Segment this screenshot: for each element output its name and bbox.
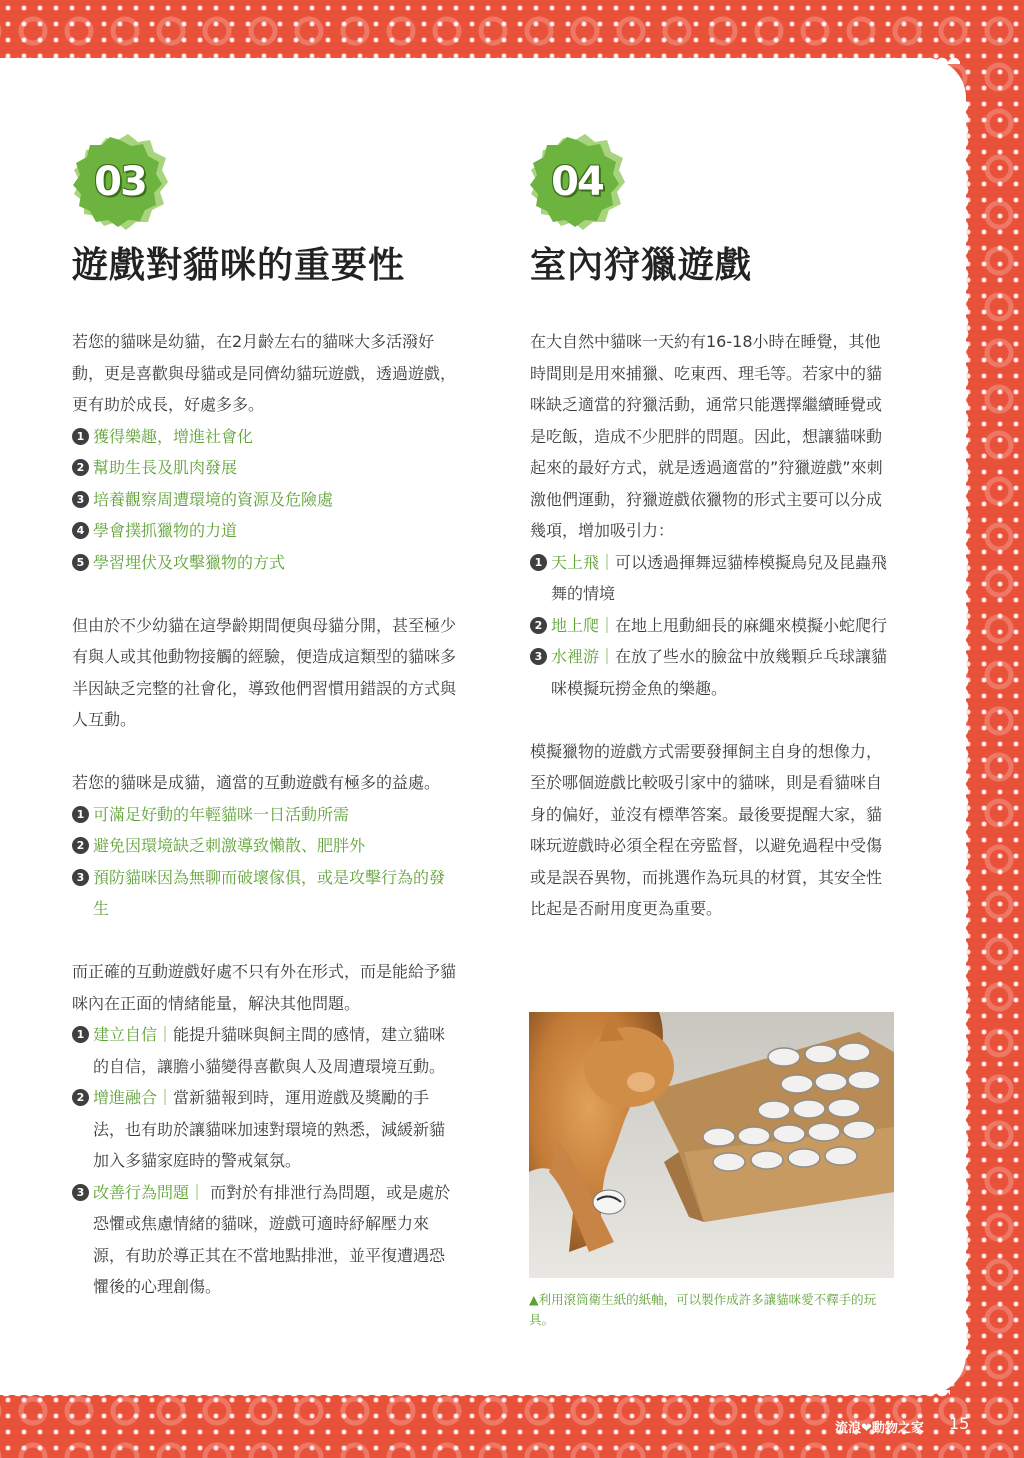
game-text: 在地上甩動細長的麻繩來模擬小蛇爬行 [615, 615, 888, 635]
point-label: 建立自信 [93, 1025, 158, 1044]
list-item [72, 515, 458, 547]
section-title-left: 遊戲對貓咪的重要性 [72, 245, 406, 286]
list-item [72, 421, 458, 453]
photo-caption: ▲利用滾筒衛生紙的紙軸，可以製作成許多讓貓咪愛不釋手的玩具。 [529, 1292, 877, 1327]
number-badge: 1 [72, 1026, 89, 1043]
number-badge: 5 [72, 554, 89, 571]
magazine-brand [835, 1417, 924, 1436]
point-separator: ｜ [189, 1182, 206, 1202]
list-item [530, 610, 894, 642]
number-badge: 3 [72, 869, 89, 886]
list-item-text: 學會撲抓獵物的力道 [93, 521, 238, 540]
left-column [72, 326, 458, 1303]
number-badge: 3 [72, 491, 89, 508]
number-badge: 4 [72, 522, 89, 539]
number-badge: 2 [72, 459, 89, 476]
section-number: 03 [94, 159, 146, 205]
supervision-paragraph: 模擬獵物的遊戲方式需要發揮飼主自身的想像力，至於哪個遊戲比較吸引家中的貓咪，則是看貓咪自身的偏好，並沒有標準答案。最後要提醒大家，貓咪玩遊戲時必須全程在旁監督，以避免過程中受傷或是誤吞異物，而挑選作為玩具的材質，其安全性比起是否耐用度更為重要。 [530, 741, 883, 918]
kitten-benefits-list [72, 421, 458, 579]
list-item-text: 獲得樂趣，增進社會化 [93, 426, 254, 446]
section-number: 04 [551, 159, 603, 205]
number-badge: 2 [530, 617, 547, 634]
number-badge: 3 [530, 648, 547, 665]
number-badge: 1 [72, 806, 89, 823]
wavy-edge-right [962, 100, 976, 1360]
list-item-text: 學習埋伏及攻擊獵物的方式 [93, 552, 286, 572]
game-separator: ｜ [599, 552, 616, 572]
number-badge: 2 [72, 1089, 89, 1106]
right-column [530, 326, 894, 925]
list-item-text: 避免因環境缺乏刺激導致懶散、肥胖外 [93, 836, 366, 855]
wavy-edge-bottom [0, 1390, 950, 1404]
list-item-text: 可滿足好動的年輕貓咪一日活動所需 [93, 804, 350, 824]
number-badge: 1 [72, 428, 89, 445]
list-item [72, 547, 458, 579]
list-item-text: 幫助生長及肌肉發展 [93, 458, 238, 477]
number-badge: 3 [72, 1184, 89, 1201]
list-item [72, 799, 458, 831]
point-separator: ｜ [157, 1088, 174, 1107]
emotional-paragraph: 而正確的互動遊戲好處不只有外在形式，而是能給予貓咪內在正面的情緒能量，解決其他問題。 [72, 962, 457, 1013]
page-number: 15 [949, 1414, 970, 1433]
list-item [72, 1082, 458, 1177]
game-separator: ｜ [599, 615, 616, 635]
adult-benefits-list [72, 799, 458, 925]
list-item [72, 862, 458, 925]
hunting-intro-paragraph: 在大自然中貓咪一天約有16-18小時在睡覺，其他時間則是用來捕獵、吃東西、理毛等。若家中的貓咪缺乏適當的狩獵活動，通常只能選擇繼續睡覺或是吃飯，造成不少肥胖的問題。因此，想讓貓咪動起來的最好方式，就是透過適當的”狩獵遊戲”來刺激他們運動，狩獵遊戲依獵物的形式主要可以分成幾項，增加吸引力： [530, 332, 883, 540]
list-item [72, 830, 458, 862]
wavy-edge-top [0, 50, 960, 64]
number-badge: 1 [530, 554, 547, 571]
adult-cat-paragraph: 若您的貓咪是成貓，適當的互動遊戲有極多的益處。 [72, 773, 441, 792]
list-item [530, 641, 894, 704]
list-item [72, 1177, 458, 1303]
heart-icon: ❤ [861, 1421, 872, 1436]
game-label: 地上爬 [551, 615, 600, 635]
point-separator: ｜ [157, 1025, 174, 1044]
list-item [72, 484, 458, 516]
list-item [72, 452, 458, 484]
brand-text-left: 流浪 [835, 1421, 862, 1436]
point-text: 當新貓報到時，運用遊戲及獎勵的手法，也有助於讓貓咪加速對環境的熟悉，減緩新貓加入多貓家庭時的警戒氣氛。 [93, 1088, 446, 1170]
emotional-points-list [72, 1019, 458, 1303]
hunting-games-list [530, 547, 894, 705]
game-label: 水裡游 [551, 647, 600, 666]
game-separator: ｜ [599, 647, 616, 666]
game-text: 在放了些水的臉盆中放幾顆乒乓球讓貓咪模擬玩撈金魚的樂趣。 [551, 647, 888, 698]
socialization-paragraph: 但由於不少幼貓在這學齡期間便與母貓分開，甚至極少有與人或其他動物接觸的經驗，便造成這類型的貓咪多半因缺乏完整的社會化，導致他們習慣用錯誤的方式與人互動。 [72, 615, 457, 729]
point-label: 增進融合 [93, 1088, 158, 1107]
list-item [72, 1019, 458, 1082]
list-item-text: 培養觀察周遭環境的資源及危險處 [93, 489, 334, 509]
section-title-right: 室內狩獵遊戲 [530, 245, 753, 286]
game-label: 天上飛 [551, 552, 600, 572]
number-badge: 2 [72, 837, 89, 854]
point-text: 而對於有排泄行為問題，或是處於恐懼或焦慮情緒的貓咪，遊戲可適時紓解壓力來源，有助於導正其在不當地點排泄，並平復遭遇恐懼後的心理創傷。 [93, 1182, 451, 1296]
intro-paragraph: 若您的貓咪是幼貓，在2月齡左右的貓咪大多活潑好動，更是喜歡與母貓或是同儕幼貓玩遊戲，透過遊戲，更有助於成長，好處多多。 [72, 332, 457, 414]
brand-text-right: 動物之家 [871, 1421, 924, 1436]
cat-toy-photo [529, 1012, 894, 1278]
list-item-text: 預防貓咪因為無聊而破壞傢俱，或是攻擊行為的發生 [93, 867, 446, 918]
list-item [530, 547, 894, 610]
point-text: 能提升貓咪與飼主間的感情，建立貓咪的自信，讓膽小貓變得喜歡與人及周遭環境互動。 [93, 1025, 446, 1076]
point-label: 改善行為問題 [93, 1182, 190, 1202]
game-text: 可以透過揮舞逗貓棒模擬鳥兒及昆蟲飛舞的情境 [551, 552, 888, 603]
section-04-badge [527, 132, 627, 232]
section-03-badge [70, 132, 170, 232]
